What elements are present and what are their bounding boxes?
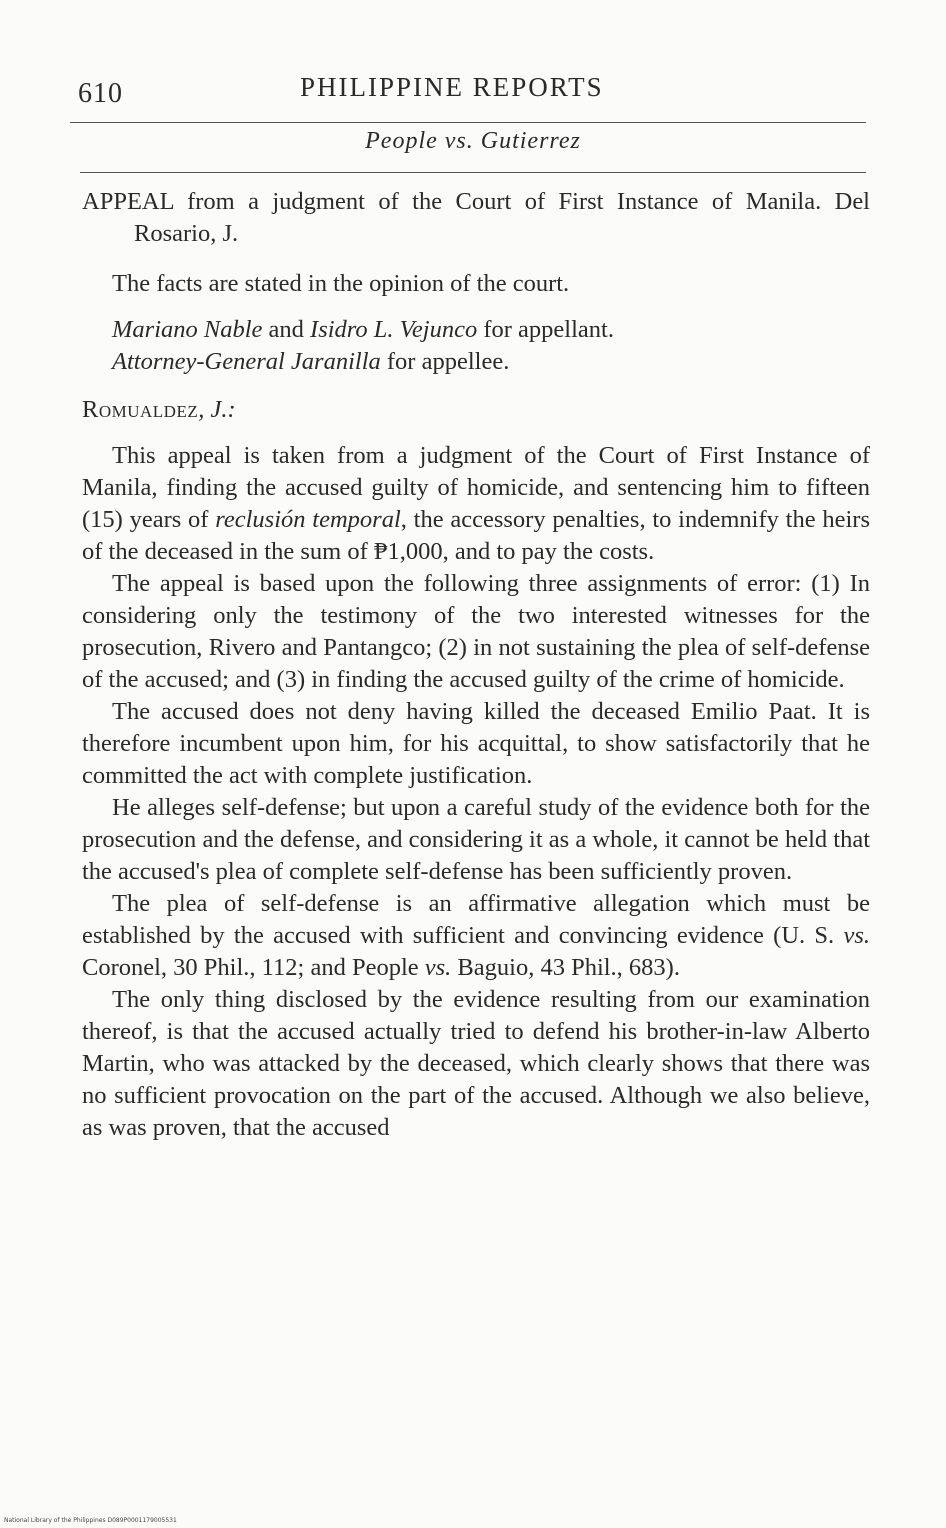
counsel-appellee-name: Attorney-General Jaranilla <box>112 348 381 375</box>
paragraph-3: The accused does not deny having killed the deceased Emilio Paat. It is therefore incumbent upon him, for his acquittal, to show satisfactorily that he committed the act with complete justification. <box>82 698 870 789</box>
counsel-appellant-name-a: Mariano Nable <box>112 316 263 343</box>
opinion-body <box>82 186 870 1144</box>
counsel-appellant-role: for appellant. <box>477 316 614 343</box>
paragraph-5-part-a: The plea of self-defense is an affirmative allegation which must be established by the accused with sufficient and convincing evidence (U. S. <box>82 890 870 949</box>
counsel-appellant-and: and <box>262 316 311 343</box>
judge-name: Romualdez <box>82 396 199 423</box>
judge-suffix: , J.: <box>198 396 236 423</box>
paragraph-1-part-a: This appeal is taken from a judgment of the Court of First Instance of Manila, finding the accused guilty of homicide, and sentencing him to fifteen (15) years of <box>82 442 870 533</box>
counsel-appellant-name-b: Isidro L. Vejunco <box>310 316 478 343</box>
paragraph-5-vs-1: vs. <box>843 922 870 949</box>
counsel-appellee <box>82 346 870 378</box>
paragraph-1-part-b: , the accessory penalties, to indemnify the heirs of the deceased in the sum of ₱1,000, and to pay the costs. <box>82 506 870 565</box>
case-title: People vs. Gutierrez <box>365 128 581 154</box>
paragraph-4: He alleges self-defense; but upon a careful study of the evidence both for the prosecution and the defense, and considering it as a whole, it cannot be held that the accused's plea of complete self-defense has been sufficiently proven. <box>82 794 870 885</box>
scan-footer: National Library of the Philippines D089P0001179005531 <box>4 1517 177 1524</box>
facts-line: The facts are stated in the opinion of the court. <box>112 270 570 297</box>
header-rule-bottom <box>80 172 866 173</box>
paragraph-5-part-c: Baguio, 43 Phil., 683). <box>451 954 680 981</box>
appeal-line: APPEAL from a judgment of the Court of First Instance of Manila. Del Rosario, J. <box>82 188 870 247</box>
paragraph-5-vs-2: vs. <box>424 954 452 981</box>
counsel-appellant <box>82 314 870 346</box>
paragraph-5 <box>82 888 870 984</box>
paragraph-5-part-b: Coronel, 30 Phil., 112; and People <box>82 954 425 981</box>
paragraph-1-italic: reclusión temporal <box>215 506 401 533</box>
header-rule-top <box>70 122 866 123</box>
paragraph-1 <box>82 440 870 568</box>
paragraph-6: The only thing disclosed by the evidence resulting from our examination thereof, is that the accused actually tried to defend his brother-in-law Alberto Martin, who was attacked by the deceased, which clearly shows that there was no sufficient provocation on the part of the accused. Although we also believe, as was proven, that the accused <box>82 986 870 1141</box>
paragraph-2: The appeal is based upon the following three assignments of error: (1) In considering only the testimony of the two interested witnesses for the prosecution, Rivero and Pantangco; (2) in not sustaining the plea of self-defense of the accused; and (3) in finding the accused guilty of the crime of homicide. <box>82 570 870 693</box>
running-head: PHILIPPINE REPORTS <box>300 72 604 102</box>
page-number: 610 <box>78 78 123 109</box>
judge-heading <box>82 394 870 426</box>
counsel-appellee-role: for appellee. <box>380 348 510 375</box>
